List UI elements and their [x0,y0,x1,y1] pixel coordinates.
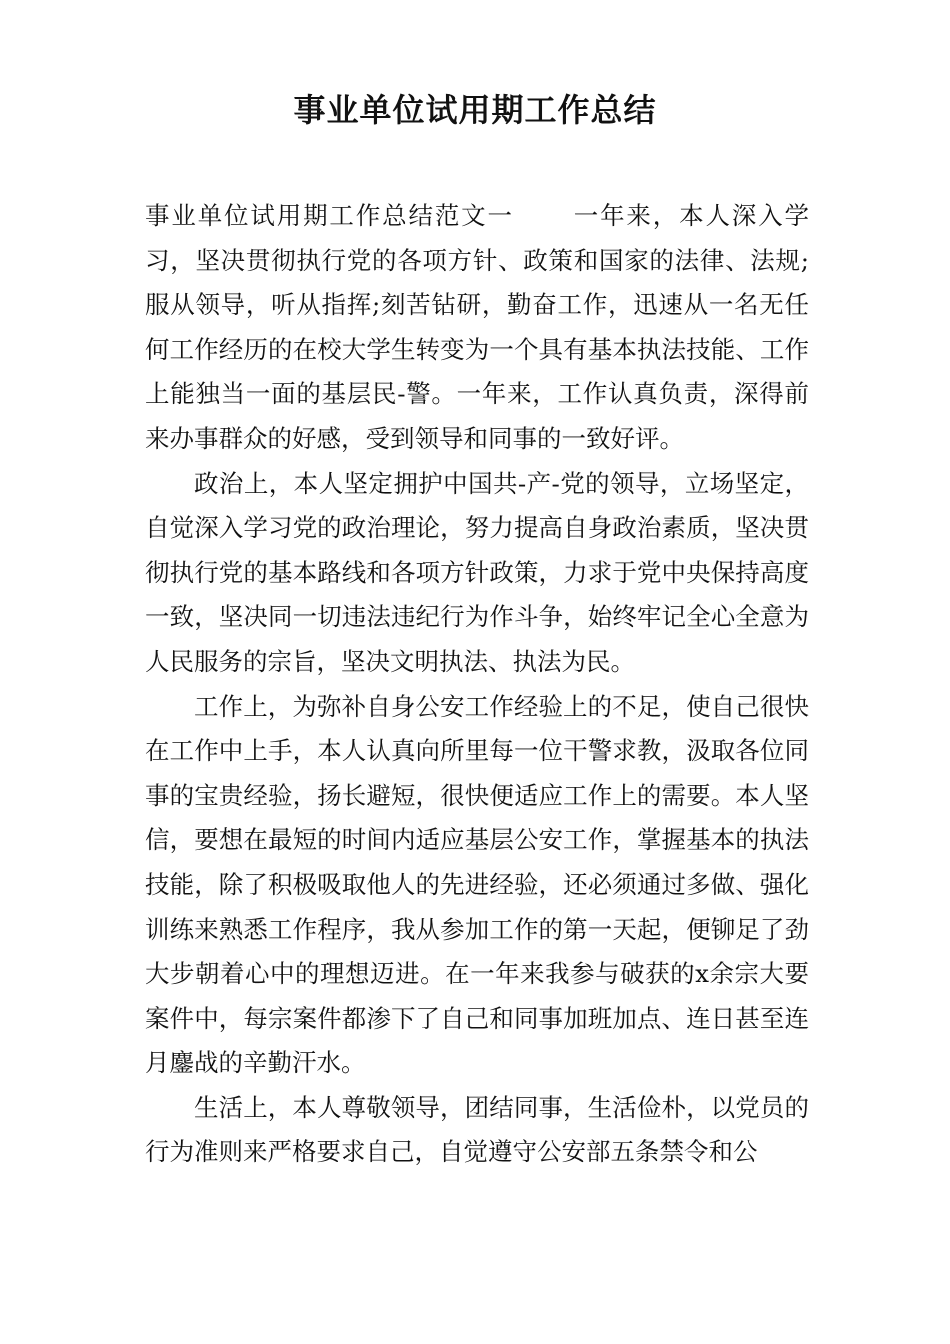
document-body [145,194,809,1175]
paragraph-politics: 政治上，本人坚定拥护中国共-产-党的领导，立场坚定，自觉深入学习党的政治理论，努力提高自身政治素质，坚决贯彻执行党的基本路线和各项方针政策，力求于党中央保持高度一致，坚决同一切违法违纪行为作斗争，始终牢记全心全意为人民服务的宗旨，坚决文明执法、执法为民。 [145,468,809,676]
intro-label: 事业单位试用期工作总结范文一 [145,201,514,230]
document-title: 事业单位试用期工作总结 [293,91,657,129]
paragraph-work: 工作上，为弥补自身公安工作经验上的不足，使自己很快在工作中上手，本人认真向所里每一位干警求教，汲取各位同事的宝贵经验，扬长避短，很快便适应工作上的需要。本人坚信，要想在最短的时间内适应基层公安工作，掌握基本的执法技能，除了积极吸取他人的先进经验，还必须通过多做、强化训练来熟悉工作程序，我从参加工作的第一天起，便铆足了劲大步朝着心中的理想迈进。在一年来我参与破获的x余宗大要案件中，每宗案件都渗下了自己和同事加班加点、连日甚至连月鏖战的辛勤汗水。 [145,691,809,1078]
paragraph-1-text: 一年来，本人深入学习，坚决贯彻执行党的各项方针、政策和国家的法律、法规;服从领导，听从指挥;刻苦钻研，勤奋工作，迅速从一名无任何工作经历的在校大学生转变为一个具有基本执法技能、工作上能独当一面的基层民-警。一年来，工作认真负责，深得前来办事群众的好感，受到领导和同事的一致好评。 [145,201,810,453]
paragraph-life: 生活上，本人尊敬领导，团结同事，生活俭朴，以党员的行为准则来严格要求自己，自觉遵守公安部五条禁令和公 [145,1092,809,1167]
paragraph-intro [145,194,809,462]
